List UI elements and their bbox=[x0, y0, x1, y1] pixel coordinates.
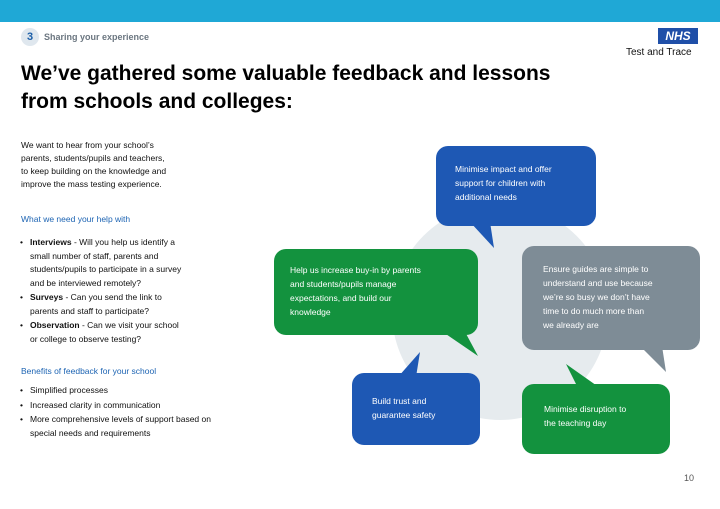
item-text: Increased clarity in communication bbox=[30, 399, 161, 410]
bullet-icon: • bbox=[20, 237, 23, 247]
help-heading: What we need your help with bbox=[21, 214, 131, 224]
bullet-icon: • bbox=[20, 414, 23, 424]
logo-subtitle: Test and Trace bbox=[626, 47, 692, 58]
page-title: We’ve gathered some valuable feedback and lessons from schools and colleges: bbox=[21, 62, 551, 113]
bullet-icon: • bbox=[20, 399, 23, 410]
item-text: - Will you help us identify a small number of staff, parents and students/pupils to participate in a survey and be interviewed remotely? bbox=[30, 237, 182, 288]
section-number-badge: 3 bbox=[21, 28, 39, 46]
item-label: Interviews bbox=[30, 237, 72, 247]
bullet-icon: • bbox=[20, 292, 23, 302]
item-text: - Can you send the link to parents and staff to participate? bbox=[30, 292, 162, 316]
section-label: Sharing your experience bbox=[44, 32, 150, 42]
bubble-bottom-right-text: Minimise disruption to the teaching day bbox=[544, 404, 627, 428]
item-text: - Can we visit your school or college to observe testing? bbox=[30, 320, 179, 344]
page-number: 10 bbox=[684, 473, 695, 483]
intro-paragraph: We want to hear from your school’s parents, students/pupils and teachers, to keep building on the knowledge and improve the mass testing experience. bbox=[21, 140, 167, 189]
item-label: Observation bbox=[30, 320, 80, 330]
benefits-heading: Benefits of feedback for your school bbox=[21, 366, 157, 376]
bubble-top-text: Minimise impact and offer support for children with additional needs bbox=[455, 164, 552, 202]
item-label: Surveys bbox=[30, 292, 64, 302]
nhs-logo: NHS bbox=[658, 28, 698, 44]
bubble-bottom-left-text: Build trust and guarantee safety bbox=[372, 396, 436, 420]
item-text: Simplified processes bbox=[30, 385, 108, 395]
bullet-icon: • bbox=[20, 385, 23, 395]
bubble-right-text: Ensure guides are simple to understand and use because we’re so busy we don’t have time to do much more than we already are bbox=[543, 264, 653, 330]
bullet-icon: • bbox=[20, 320, 23, 330]
item-text: More comprehensive levels of support based on special needs and requirements bbox=[30, 414, 211, 438]
bubble-left-text: Help us increase buy-in by parents and students/pupils manage expectations, and build our knowledge bbox=[290, 265, 421, 317]
